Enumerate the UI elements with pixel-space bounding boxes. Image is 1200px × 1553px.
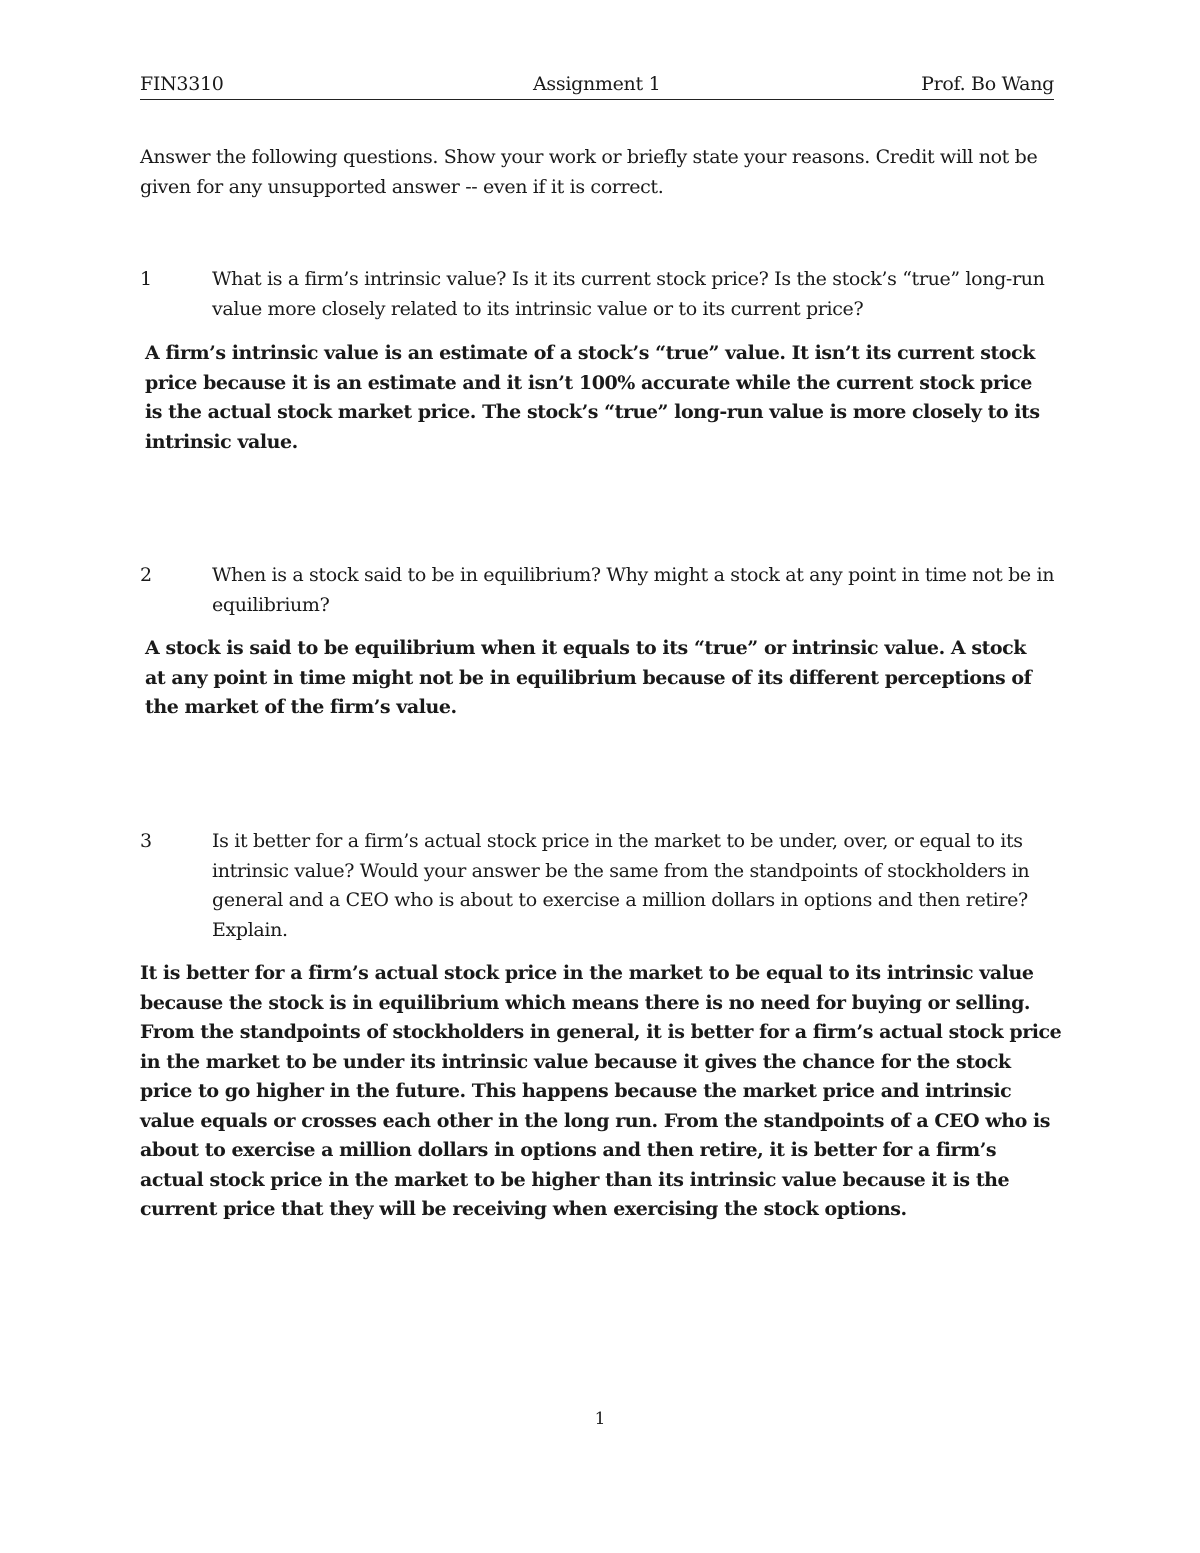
question-text: What is a firm’s intrinsic value? Is it its current stock price? Is the stock’s “true” long-run value more closely related to its intrinsic value or to its current price? bbox=[212, 268, 1045, 320]
question-number: 3 bbox=[140, 830, 152, 852]
question-1 bbox=[140, 265, 1065, 324]
question-3 bbox=[140, 827, 1065, 945]
answer-1: A firm’s intrinsic value is an estimate of a stock’s “true” value. It isn’t its current stock price because it is an estimate and it isn’t 100% accurate while the current stock price is the actual stock market price. The stock’s “true” long-run value is more closely to its intrinsic value. bbox=[145, 342, 1040, 453]
page-number: 1 bbox=[594, 1409, 606, 1429]
assignment-title: Assignment 1 bbox=[533, 73, 661, 95]
instructor-name: Prof. Bo Wang bbox=[921, 73, 1054, 95]
page-header bbox=[140, 73, 1054, 100]
question-text: Is it better for a firm’s actual stock price in the market to be under, over, or equal to its intrinsic value? Would your answer be the same from the standpoints of stockholders in general and a CEO who is about to exercise a million dollars in options and then retire? Explain. bbox=[212, 830, 1030, 941]
answer-2: A stock is said to be equilibrium when it equals to its “true” or intrinsic value. A stock at any point in time might not be in equilibrium because of its different perceptions of the market of the firm’s value. bbox=[145, 637, 1032, 718]
question-2 bbox=[140, 561, 1065, 620]
instructions-paragraph: Answer the following questions. Show your work or briefly state your reasons. Credit will not be given for any unsupported answer -- even if it is correct. bbox=[140, 146, 1038, 198]
course-code: FIN3310 bbox=[140, 73, 224, 95]
question-number: 1 bbox=[140, 268, 152, 290]
question-number: 2 bbox=[140, 564, 152, 586]
question-text: When is a stock said to be in equilibrium? Why might a stock at any point in time not be in equilibrium? bbox=[212, 564, 1055, 616]
answer-3: It is better for a firm’s actual stock price in the market to be equal to its intrinsic value because the stock is in equilibrium which means there is no need for buying or selling. From the standpoints of stockholders in general, it is better for a firm’s actual stock price in the market to be under its intrinsic value because it gives the chance for the stock price to go higher in the future. This happens because the market price and intrinsic value equals or crosses each other in the long run. From the standpoints of a CEO who is about to exercise a million dollars in options and then retire, it is better for a firm’s actual stock price in the market to be higher than its intrinsic value because it is the current price that they will be receiving when exercising the stock options. bbox=[140, 962, 1062, 1220]
